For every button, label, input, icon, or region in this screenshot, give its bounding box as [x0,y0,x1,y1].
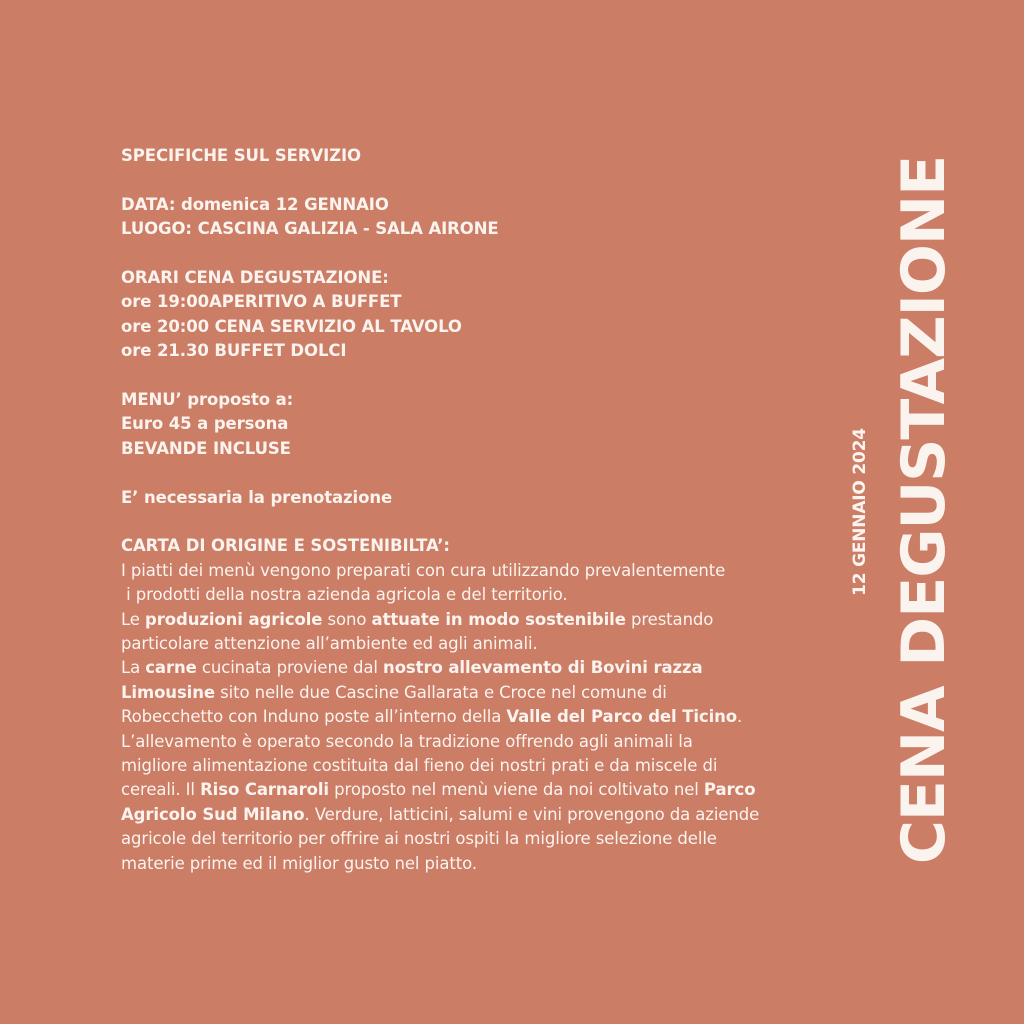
origin-line [121,852,821,876]
origin-text: I piatti dei menù vengono preparati con cura utilizzando prevalentemente [121,560,726,580]
origin-line [121,656,821,680]
booking-note: E’ necessaria la prenotazione [121,487,393,507]
origin-highlight: Parco [703,780,756,800]
hours-item: ore 21.30 BUFFET DOLCI [121,341,347,361]
origin-highlight: produzioni agricole [145,609,323,629]
origin-line [121,583,821,607]
menu-drinks: BEVANDE INCLUSE [121,438,291,458]
origin-highlight: Riso Carnaroli [200,780,329,800]
origin-text: sono [322,609,372,629]
menu-price: Euro 45 a persona [121,414,289,434]
origin-line [121,803,821,827]
origin-text: proposto nel menù viene da noi coltivato nel [328,780,704,800]
origin-highlight: Agricolo Sud Milano [121,804,305,824]
origin-line [121,705,821,729]
event-date-label: 12 GENNAIO 2024 [850,428,870,596]
origin-line [121,632,821,656]
service-details [121,144,821,876]
origin-text: particolare attenzione all’ambiente ed agli animali. [121,634,538,654]
hours-heading: ORARI CENA DEGUSTAZIONE: [121,268,389,287]
origin-line [121,608,821,632]
origin-highlight: attuate in modo sostenibile [371,609,626,629]
origin-highlight: carne [145,658,197,678]
hours-item: ore 19:00APERITIVO A BUFFET [121,292,402,312]
origin-text: La [121,658,146,678]
origin-text: . Verdure, latticini, salumi e vini provengono da aziende [304,804,760,824]
hours-item: ore 20:00 CENA SERVIZIO AL TAVOLO [121,316,462,336]
origin-text: L’allevamento è operato secondo la tradizione offrendo agli animali la [121,731,693,751]
origin-heading: CARTA DI ORIGINE E SOSTENIBILTA’: [121,536,450,556]
origin-highlight: Limousine [121,682,215,702]
origin-line [121,559,821,583]
origin-text: i prodotti della nostra azienda agricola e del territorio. [121,585,568,605]
menu-heading: MENU’ proposto a: [121,390,294,410]
origin-line [121,730,821,754]
origin-highlight: nostro allevamento di Bovini razza [383,658,703,678]
event-place: LUOGO: CASCINA GALIZIA - SALA AIRONE [121,219,499,239]
origin-line [121,754,821,778]
origin-highlight: Valle del Parco del Ticino [506,707,738,727]
origin-text: Robecchetto con Induno poste all’interno della [121,707,507,727]
origin-text: sito nelle due Cascine Gallarata e Croce nel comune di [214,682,667,702]
origin-text: agricole del territorio per offrire ai nostri ospiti la migliore selezione delle [121,829,717,849]
origin-text: Le [121,609,145,629]
origin-text: prestando [625,609,714,629]
page-title: CENA DEGUSTAZIONE [889,155,959,865]
origin-text: cereali. Il [121,780,201,800]
origin-line [121,681,821,705]
service-heading: SPECIFICHE SUL SERVIZIO [121,146,361,165]
origin-line [121,827,821,851]
origin-text: migliore alimentazione costituita dal fieno dei nostri prati e da miscele di [121,756,718,776]
origin-text: materie prime ed il miglior gusto nel piatto. [121,853,478,873]
origin-line [121,778,821,802]
origin-text: . [737,707,743,727]
origin-paragraph [121,559,821,876]
origin-text: cucinata proviene dal [196,658,384,678]
event-date: DATA: domenica 12 GENNAIO [121,194,389,214]
